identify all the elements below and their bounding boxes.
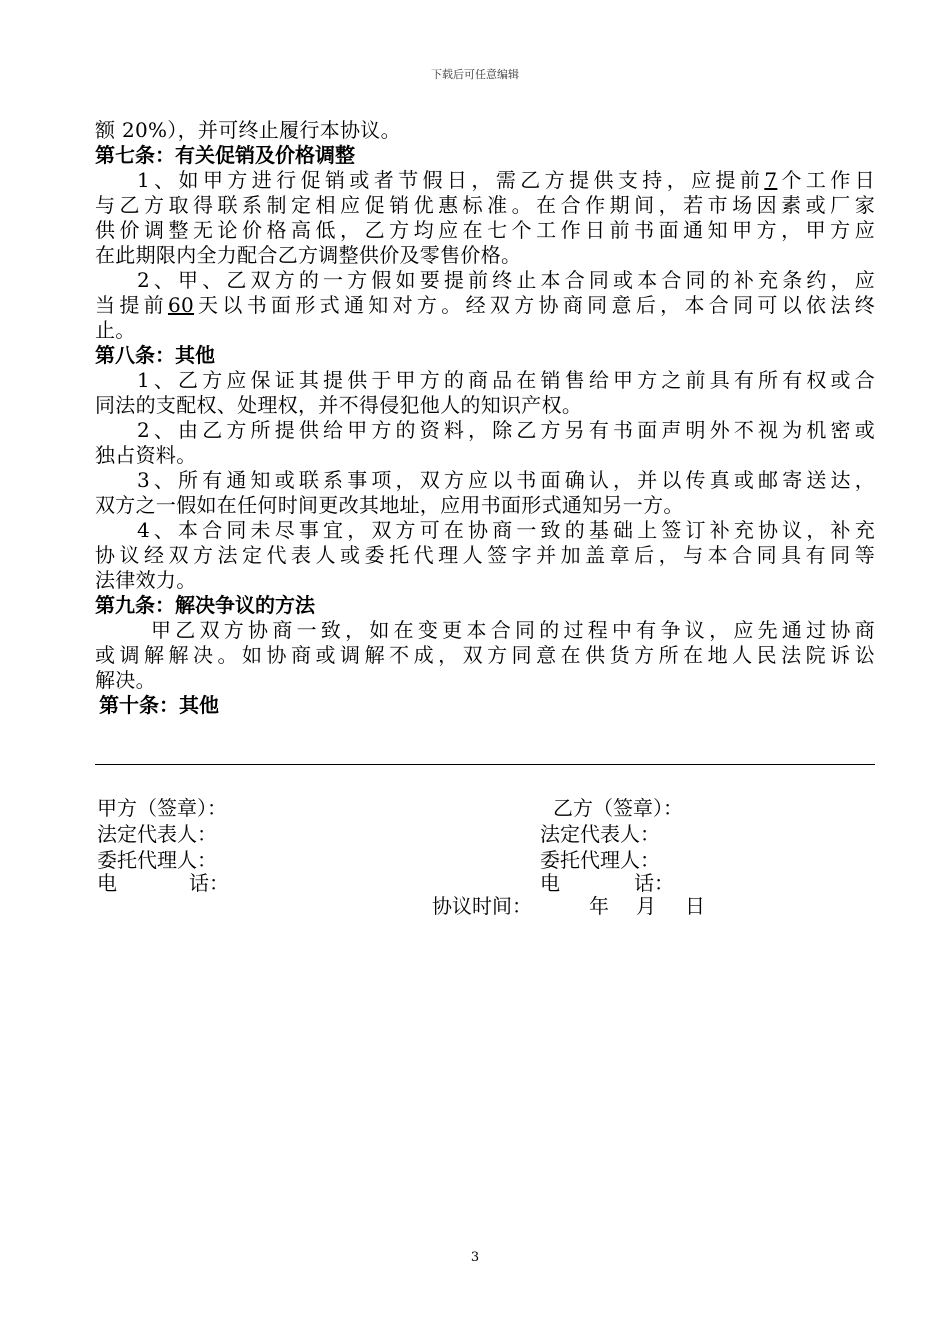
article-9-heading: 第九条：解决争议的方法 <box>95 593 315 617</box>
text-run: 当提前 <box>95 293 168 317</box>
paragraph-line: 或调解解决。如协商或调解不成，双方同意在供货方所在地人民法院诉讼 <box>95 643 875 667</box>
article-7-clause-1 <box>95 168 875 193</box>
party-a-phone-colon: 话： <box>189 871 229 895</box>
party-a-phone-label: 电 <box>97 871 117 895</box>
article-8-clause-3: 3、所有通知或联系事项，双方应以书面确认，并以传真或邮寄送达， <box>137 468 875 492</box>
paragraph-line: 独占资料。 <box>95 443 197 467</box>
date-year: 年 <box>589 894 609 918</box>
article-7-clause-2: 2、甲、乙双方的一方假如要提前终止本合同或本合同的补充条约，应 <box>137 268 875 292</box>
party-a-legal-rep-label: 法定代表人： <box>97 822 217 846</box>
article-8-clause-4: 4、本合同未尽事宜，双方可在协商一致的基础上签订补充协议，补充 <box>137 518 875 542</box>
article-9-text: 甲乙双方协商一致，如在变更本合同的过程中有争议，应先通过协商 <box>151 618 875 642</box>
article-8-clause-1: 1、乙方应保证其提供于甲方的商品在销售给甲方之前具有所有权或合 <box>137 368 875 392</box>
article-10-heading: 第十条：其他 <box>99 693 219 717</box>
article-7-heading: 第七条：有关促销及价格调整 <box>95 143 355 167</box>
party-a-agent-label: 委托代理人： <box>97 848 217 872</box>
date-day: 日 <box>685 894 705 918</box>
party-a-signature-label: 甲方（签章）： <box>97 796 227 820</box>
text-run: 个工作日 <box>777 168 875 192</box>
party-b-phone-colon: 话： <box>634 871 674 895</box>
article-8-heading: 第八条：其他 <box>95 343 215 367</box>
paragraph-line: 法律效力。 <box>95 568 197 592</box>
page-number: 3 <box>470 1250 480 1265</box>
contract-body <box>95 118 875 718</box>
divider-line <box>95 764 875 765</box>
paragraph-line: 额 20%），并可终止履行本协议。 <box>95 118 401 142</box>
text-run: 天以书面形式通知对方。经双方协商同意后，本合同可以依法终 <box>194 293 875 317</box>
paragraph-line: 在此期限内全力配合乙方调整供价及零售价格。 <box>95 243 522 267</box>
date-month: 月 <box>636 894 656 918</box>
article-8-clause-2: 2、由乙方所提供给甲方的资料，除乙方另有书面声明外不视为机密或 <box>137 418 875 442</box>
agreement-date-label: 协议时间： <box>432 894 532 918</box>
paragraph-line: 供价调整无论价格高低，乙方均应在七个工作日前书面通知甲方，甲方应 <box>95 218 875 242</box>
paragraph-line: 与乙方取得联系制定相应促销优惠标准。在合作期间，若市场因素或厂家 <box>95 193 875 217</box>
party-b-agent-label: 委托代理人： <box>540 848 660 872</box>
party-b-phone-label: 电 <box>540 871 560 895</box>
text-run: 1、如甲方进行促销或者节假日，需乙方提供支持，应提前 <box>137 168 765 192</box>
party-b-signature-label: 乙方（签章）： <box>553 796 683 820</box>
notice-days-value: 7 <box>764 168 778 192</box>
party-b-legal-rep-label: 法定代表人： <box>540 822 660 846</box>
paragraph-line: 止。 <box>95 318 136 342</box>
paragraph-line: 同法的支配权、处理权，并不得侵犯他人的知识产权。 <box>95 393 583 417</box>
paragraph-line <box>95 293 875 318</box>
paragraph-line: 协议经双方法定代表人或委托代理人签字并加盖章后，与本合同具有同等 <box>95 543 875 567</box>
paragraph-line: 双方之一假如在任何时间更改其地址，应用书面形式通知另一方。 <box>95 493 684 517</box>
paragraph-line: 解决。 <box>95 668 156 692</box>
termination-days-value: 60 <box>167 293 195 317</box>
page-header: 下载后可任意编辑 <box>431 68 519 81</box>
